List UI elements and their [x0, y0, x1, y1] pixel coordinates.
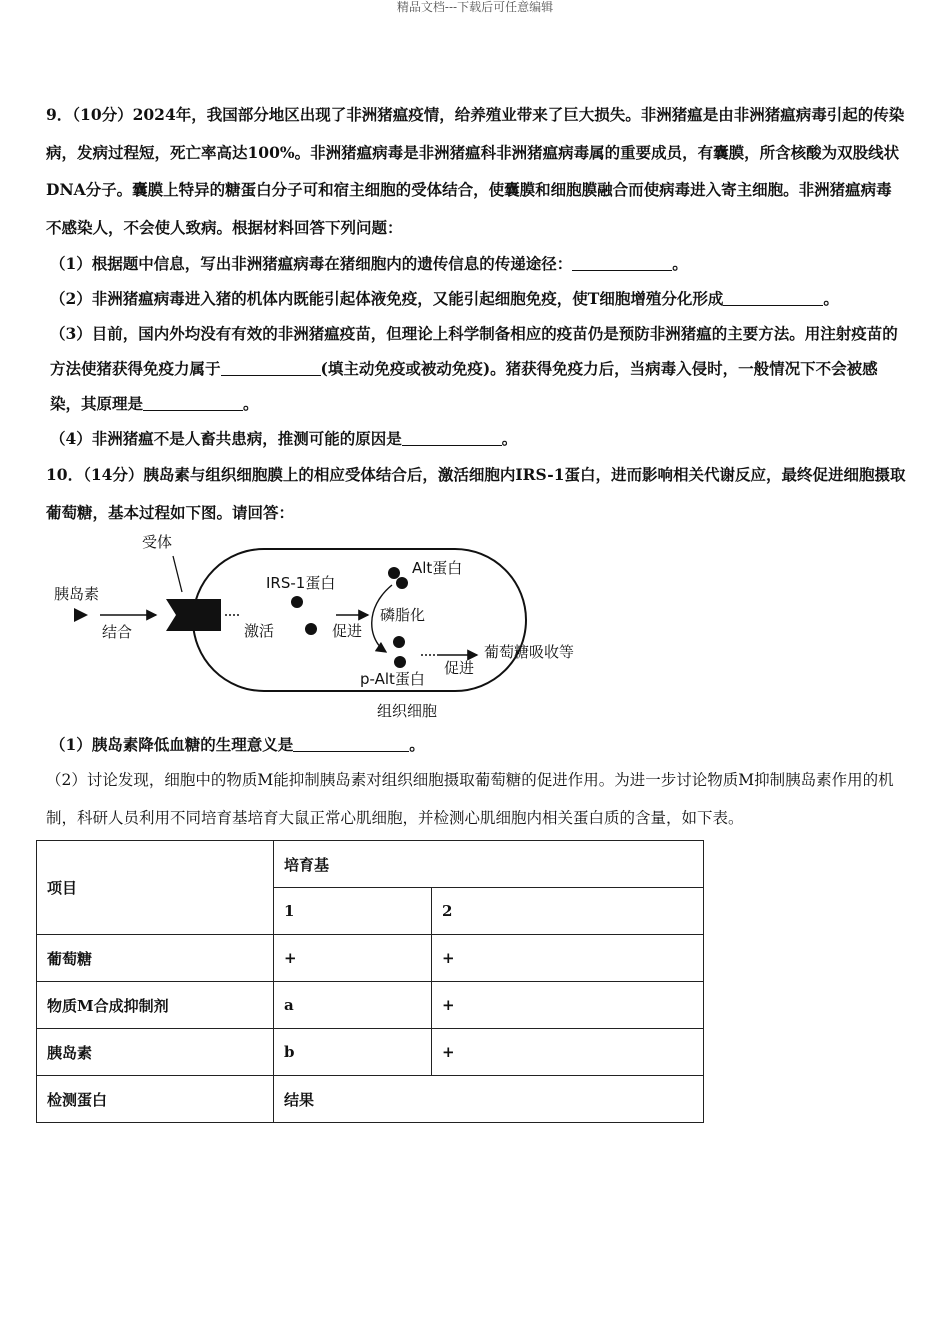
label-irs1: IRS-1蛋白	[266, 574, 336, 592]
q10-stem: 10．（14分）胰岛素与组织细胞膜上的相应受体结合后，激活细胞内IRS-1蛋白，进而影响相关代谢反应，最终促进细胞摄取葡萄糖，基本过程如下图。请回答：	[46, 465, 906, 522]
label-insulin: 胰岛素	[54, 585, 100, 603]
q10-part2: （2）讨论发现，细胞中的物质M能抑制胰岛素对组织细胞摄取葡萄糖的促进作用。为进一步讨论物质M抑制胰岛素作用的机制，科研人员利用不同培育基培育大鼠正常心肌细胞，并检测心肌细胞内相关蛋白质的含量，如下表。	[46, 771, 894, 827]
table-cell-label: 物质M合成抑制剂	[37, 982, 274, 1029]
label-activate: 激活	[244, 622, 275, 640]
answer-blank[interactable]	[143, 394, 243, 411]
receptor-shape	[166, 599, 221, 631]
table-cell-item: 项目	[37, 841, 274, 935]
label-receptor: 受体	[142, 533, 173, 551]
table-cell-label: 葡萄糖	[37, 935, 274, 982]
table-row	[37, 1076, 704, 1123]
insulin-pathway-diagram	[46, 528, 606, 728]
label-cell: 组织细胞	[377, 702, 438, 720]
table-cell-detect: 检测蛋白	[37, 1076, 274, 1123]
table-row	[37, 841, 704, 888]
q9-stem: 9．（10分）2024年，我国部分地区出现了非洲猪瘟疫情，给养殖业带来了巨大损失。非洲猪瘟是由非洲猪瘟病毒引起的传染病，发病过程短，死亡率高达100%。非洲猪瘟病毒是非洲猪瘟科非洲猪瘟病毒属的重要成员，有囊膜，所含核酸为双股线状DNA分子。囊膜上特异的糖蛋白分子可和宿主细胞的受体结合，使囊膜和细胞膜融合而使病毒进入寄主细胞。非洲猪瘟病毒不感染人，不会使人致病。根据材料回答下列问题：	[46, 105, 905, 237]
table-cell-value: a	[274, 982, 432, 1029]
answer-blank[interactable]	[723, 289, 823, 306]
table-cell-result: 结果	[274, 1076, 704, 1123]
label-uptake: 葡萄糖吸收等	[484, 643, 575, 661]
answer-blank[interactable]	[221, 359, 321, 376]
table-row	[37, 935, 704, 982]
page-header: 精品文档---下载后可任意编辑	[396, 0, 554, 14]
irs1-dot	[291, 596, 303, 608]
answer-blank[interactable]	[572, 254, 672, 271]
experiment-table	[36, 840, 704, 1123]
activated-irs1-dot	[305, 623, 317, 635]
q10-part1: （1）胰岛素降低血糖的生理意义是 。	[50, 735, 425, 754]
q9-part1: （1）根据题中信息，写出非洲猪瘟病毒在猪细胞内的遗传信息的传递途径： 。	[50, 254, 688, 273]
alt-dot-2	[396, 577, 408, 589]
label-promote1: 促进	[332, 622, 363, 640]
table-row	[37, 1029, 704, 1076]
q9-part3: （3）目前，国内外均没有有效的非洲猪瘟疫苗，但理论上科学制备相应的疫苗仍是预防非洲猪瘟的主要方法。用注射疫苗的方法使猪获得免疫力属于 (填主动免疫或被动免疫)。猪获得免疫力后，当病毒入侵时，一般情况下不会被感染，其原理是 。	[50, 324, 898, 413]
table-cell-col1: 1	[274, 888, 432, 935]
question-content-2	[46, 727, 906, 837]
label-alt: Alt蛋白	[412, 559, 463, 577]
q9-part2: （2）非洲猪瘟病毒进入猪的机体内既能引起体液免疫，又能引起细胞免疫，使T细胞增殖分化形成 。	[50, 289, 839, 308]
q9-part4: （4）非洲猪瘟不是人畜共患病，推测可能的原因是 。	[50, 429, 518, 448]
table-cell-value: +	[274, 935, 432, 982]
insulin-triangle-icon	[74, 608, 88, 622]
question-content	[46, 96, 906, 531]
table-cell-value: +	[432, 1029, 704, 1076]
palt-dot-2	[394, 656, 406, 668]
table-cell-label: 胰岛素	[37, 1029, 274, 1076]
table-cell-value: +	[432, 982, 704, 1029]
table-row	[37, 982, 704, 1029]
label-palt: p-Alt蛋白	[360, 670, 425, 688]
label-bind: 结合	[102, 623, 133, 641]
answer-blank[interactable]	[293, 735, 409, 752]
table-cell-medium: 培育基	[274, 841, 704, 888]
table-cell-col2: 2	[432, 888, 704, 935]
answer-blank[interactable]	[402, 429, 502, 446]
alt-dot-1	[388, 567, 400, 579]
receptor-pointer	[173, 556, 182, 592]
palt-dot-1	[393, 636, 405, 648]
table-cell-value: b	[274, 1029, 432, 1076]
table-cell-value: +	[432, 935, 704, 982]
label-phospho: 磷脂化	[380, 606, 426, 624]
label-promote2: 促进	[444, 659, 475, 677]
